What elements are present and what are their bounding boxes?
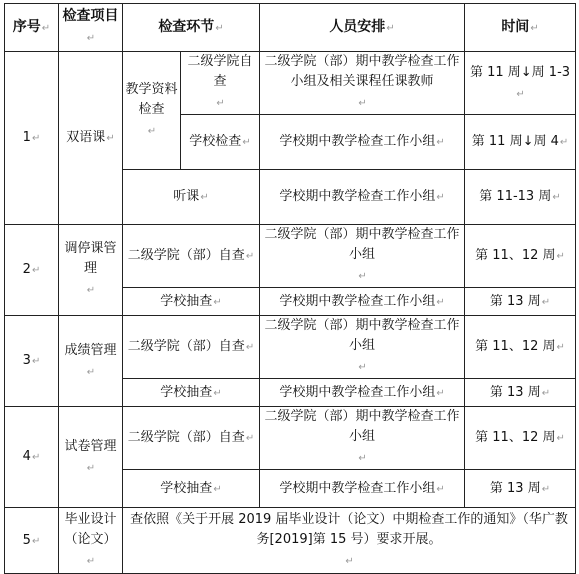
inspection-schedule bbox=[4, 3, 576, 574]
row-step: 学校抽查↵ bbox=[123, 288, 260, 316]
header-seq: 序号↵ bbox=[5, 4, 59, 52]
row-time: 第 11-13 周↵ bbox=[465, 170, 576, 225]
table-row bbox=[5, 225, 576, 288]
row-staff: 二级学院（部）期中教学检查工作小组↵ bbox=[260, 225, 465, 288]
header-staff: 人员安排↵ bbox=[260, 4, 465, 52]
table-row bbox=[5, 407, 576, 470]
header-row bbox=[5, 4, 576, 52]
row-step: 听课↵ bbox=[123, 170, 260, 225]
row-number: 3↵ bbox=[5, 316, 59, 407]
row-group: 教学资料检查↵ bbox=[123, 52, 181, 170]
row-item: 双语课↵ bbox=[59, 52, 123, 225]
row-time: 第 11、12 周↵ bbox=[465, 407, 576, 470]
row-step: 二级学院（部）自查↵ bbox=[123, 316, 260, 379]
header-item: 检查项目↵ bbox=[59, 4, 123, 52]
row-staff: 二级学院（部）期中教学检查工作小组↵ bbox=[260, 407, 465, 470]
row-time: 第 11、12 周↵ bbox=[465, 225, 576, 288]
row-step: 学校抽查↵ bbox=[123, 379, 260, 407]
row-time: 第 11 周↓周 4↵ bbox=[465, 115, 576, 170]
row-step: 二级学院（部）自查↵ bbox=[123, 407, 260, 470]
row-item: 成绩管理↵ bbox=[59, 316, 123, 407]
row-number: 2↵ bbox=[5, 225, 59, 316]
row-time: 第 11 周↓周 1-3↵ bbox=[465, 52, 576, 115]
header-time: 时间↵ bbox=[465, 4, 576, 52]
row-staff: 二级学院（部）期中教学检查工作小组↵ bbox=[260, 316, 465, 379]
row-step: 二级学院自查↵ bbox=[181, 52, 260, 115]
table-row bbox=[5, 508, 576, 574]
row-number: 1↵ bbox=[5, 52, 59, 225]
header-step: 检查环节↵ bbox=[123, 4, 260, 52]
row-item: 毕业设计（论文）↵ bbox=[59, 508, 123, 574]
row-item: 调停课管理↵ bbox=[59, 225, 123, 316]
row-staff: 学校期中教学检查工作小组↵ bbox=[260, 288, 465, 316]
row-number: 5↵ bbox=[5, 508, 59, 574]
row-note: 查依照《关于开展 2019 届毕业设计（论文）中期检查工作的通知》（华广教务[2019]第 15 号）要求开展。↵ bbox=[123, 508, 576, 574]
table-row bbox=[5, 316, 576, 379]
row-step: 二级学院（部）自查↵ bbox=[123, 225, 260, 288]
row-step: 学校抽查↵ bbox=[123, 470, 260, 508]
inspection-table bbox=[4, 3, 576, 574]
table-row bbox=[5, 52, 576, 115]
row-staff: 学校期中教学检查工作小组↵ bbox=[260, 379, 465, 407]
row-item: 试卷管理↵ bbox=[59, 407, 123, 508]
row-staff: 学校期中教学检查工作小组↵ bbox=[260, 170, 465, 225]
row-staff: 二级学院（部）期中教学检查工作小组及相关课程任课教师↵ bbox=[260, 52, 465, 115]
row-staff: 学校期中教学检查工作小组↵ bbox=[260, 115, 465, 170]
row-time: 第 13 周↵ bbox=[465, 470, 576, 508]
row-staff: 学校期中教学检查工作小组↵ bbox=[260, 470, 465, 508]
row-step: 学校检查↵ bbox=[181, 115, 260, 170]
row-time: 第 13 周↵ bbox=[465, 288, 576, 316]
row-time: 第 13 周↵ bbox=[465, 379, 576, 407]
row-time: 第 11、12 周↵ bbox=[465, 316, 576, 379]
row-number: 4↵ bbox=[5, 407, 59, 508]
